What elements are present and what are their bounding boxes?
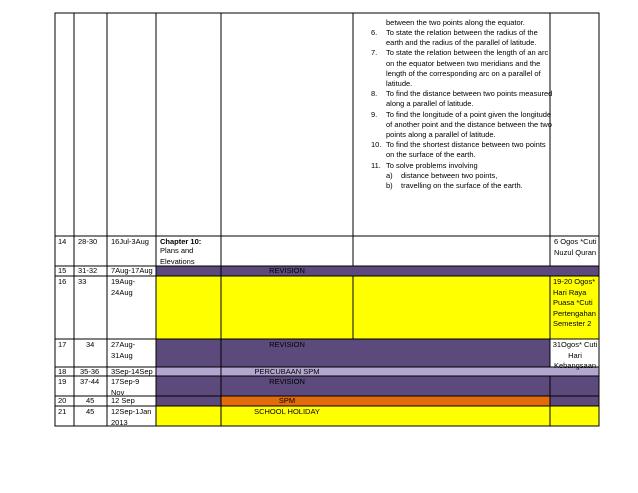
row18-no: 18 xyxy=(58,367,67,376)
row21-week: 45 xyxy=(86,407,95,416)
objective-item: 10. To find the shortest distance between two points on the surface of the earth. xyxy=(371,140,546,160)
row21-no: 21 xyxy=(58,407,67,416)
row17-week: 34 xyxy=(86,340,95,349)
row17-label: REVISION xyxy=(269,340,305,349)
fill-r19-chapter xyxy=(156,376,221,396)
row15-week: 31-32 xyxy=(78,266,98,275)
row14-chapter-title: Chapter 10: xyxy=(160,237,202,246)
row18-date: 3Sep-14Sep xyxy=(111,367,153,376)
row20-week: 45 xyxy=(86,396,95,405)
row16-no: 16 xyxy=(58,277,67,286)
row14-date: 16Jul-3Aug xyxy=(111,237,149,246)
objective-item: 8. To find the distance between two points measured along a parallel of latitude. xyxy=(371,89,553,109)
row20-date: 12 Sep xyxy=(111,396,135,405)
row14-chapter-name: Plans and Elevations xyxy=(160,246,195,266)
fill-r16-chapter xyxy=(156,276,221,339)
row21-label: SCHOOL HOLIDAY xyxy=(254,407,320,416)
fill-r16-main xyxy=(221,276,550,339)
row17-no: 17 xyxy=(58,340,67,349)
objective-item: 6. To state the relation between the radius of the earth and the radius of the parallel of latitude. xyxy=(371,28,538,48)
objective-item: 9. To find the longitude of a point given the longitude of another point and the distance between the two points along a parallel of latitude. xyxy=(371,109,552,140)
row18-week: 35-36 xyxy=(80,367,100,376)
row17-date: 27Aug-31Aug xyxy=(111,340,136,360)
row14-notes: 6 Ogos *Cuti Nuzul Quran xyxy=(554,237,597,257)
objective-item: 7. To state the relation between the length of an arc on the equator between two meridians and the length of the corresponding arc on a parallel of latitude. xyxy=(371,48,549,89)
fill-r21-notes xyxy=(550,406,599,426)
row15-no: 15 xyxy=(58,266,67,275)
row21-date: 12Sep-1Jan 2013 xyxy=(111,407,152,427)
fill-r19-notes xyxy=(550,376,599,396)
row20-no: 20 xyxy=(58,396,67,405)
row14-no: 14 xyxy=(58,237,67,246)
objective-sub-item: b) travelling on the surface of the earth. xyxy=(386,181,523,191)
row17-notes: 31Ogos* Cuti Hari Kebangsaan xyxy=(552,340,598,370)
row16-week: 33 xyxy=(78,277,87,286)
fill-r17-chapter xyxy=(156,339,221,367)
row19-date: 17Sep-9 Nov xyxy=(111,377,140,397)
objective-sub-item: a) distance between two points, xyxy=(386,170,498,180)
row20-label: SPM xyxy=(278,396,296,405)
row18-label: PERCUBAAN SPM xyxy=(254,367,320,376)
fill-r15-chapter xyxy=(156,266,221,276)
row16-date: 19Aug-24Aug xyxy=(111,277,136,297)
objective-continued-line: between the two points along the equator. xyxy=(386,18,525,27)
row19-label: REVISION xyxy=(269,377,305,386)
fill-r20-chapter xyxy=(156,396,221,406)
row15-date: 7Aug-17Aug xyxy=(111,266,153,275)
objective-item: 11. To solve problems involving a) distance between two points, b) travelling on the surface of the earth. xyxy=(371,161,556,192)
row14-week: 28-30 xyxy=(78,237,98,246)
row19-week: 37-44 xyxy=(80,377,100,386)
row19-no: 19 xyxy=(58,377,67,386)
fill-r20-notes xyxy=(550,396,599,406)
row15-label: REVISION xyxy=(269,266,305,275)
objectives-list xyxy=(371,28,556,191)
fill-r21-chapter xyxy=(156,406,221,426)
row16-notes: 19-20 Ogos* Hari Raya Puasa *Cuti Pertengahan Semester 2 xyxy=(553,277,596,328)
fill-r18-chapter xyxy=(156,367,221,376)
